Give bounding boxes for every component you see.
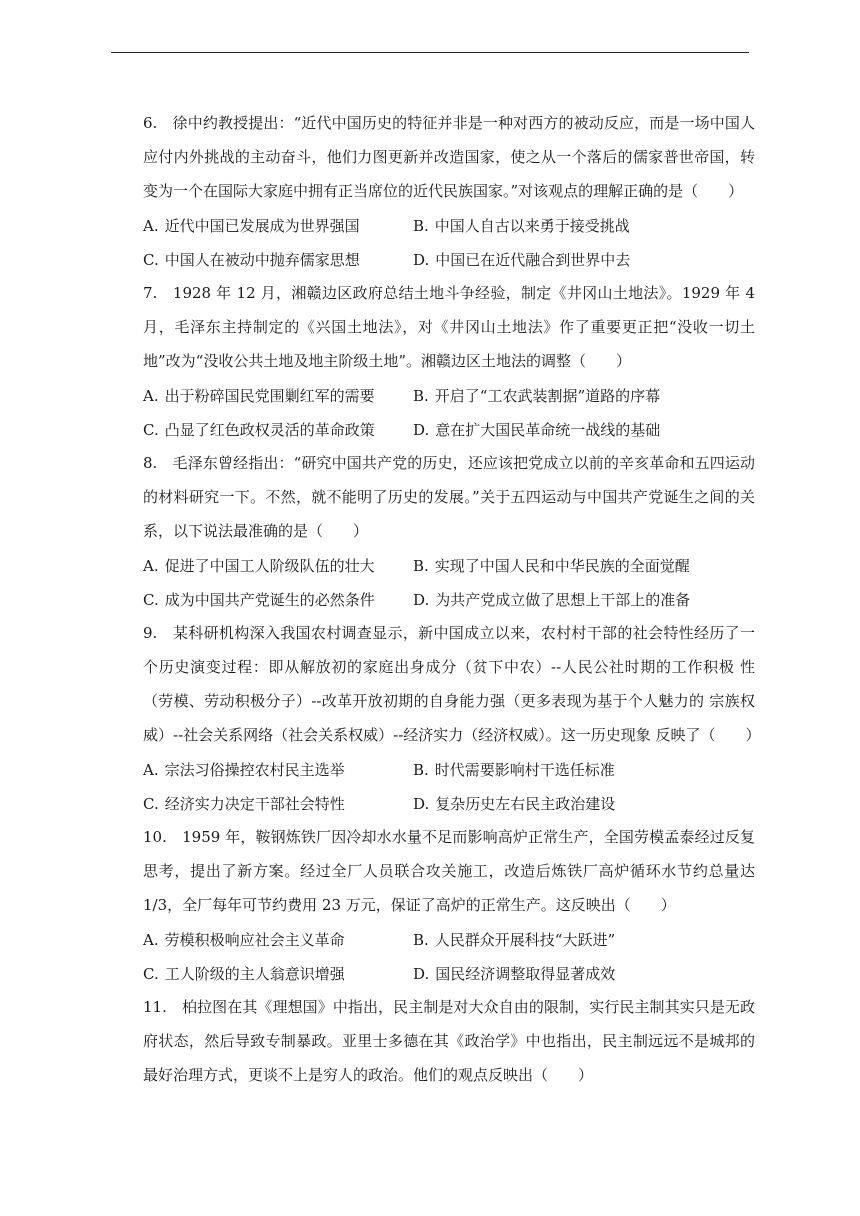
- header-rule: [111, 52, 749, 53]
- option-c[interactable]: C. 成为中国共产党诞生的必然条件: [143, 590, 375, 609]
- option-a[interactable]: A. 宗法习俗操控农村民主选举: [143, 760, 345, 779]
- question-stem: 7. 1928 年 12 月，湘赣边区政府总结土地斗争经验，制定《井冈山土地法》。1929 年 4 月，毛泽东主持制定的《兴国土地法》，对《井冈山土地法》作了重要更正把“没收一切土地”改为“没收公共土地及地主阶级土地”。湘赣边区土地法的调整（ ）: [143, 284, 755, 370]
- option-d[interactable]: D. 中国已在近代融合到世界中去: [413, 250, 631, 269]
- question-8: [143, 446, 755, 616]
- option-list: [143, 208, 755, 276]
- option-b[interactable]: B. 中国人自古以来勇于接受挑战: [413, 216, 630, 235]
- option-b[interactable]: B. 人民群众开展科技“大跃进”: [413, 930, 616, 949]
- question-7: [143, 276, 755, 446]
- option-a[interactable]: A. 出于粉碎国民党围剿红军的需要: [143, 386, 375, 405]
- question-stem: 10. 1959 年，鞍钢炼铁厂因冷却水水量不足而影响高炉正常生产，全国劳模孟泰经过反复思考，提出了新方案。经过全厂人员联合攻关施工，改造后炼铁厂高炉循环水节约总量达 1/3，全厂每年可节约费用 23 万元，保证了高炉的正常生产。这反映出（ ）: [143, 828, 755, 914]
- option-d[interactable]: D. 国民经济调整取得显著成效: [413, 964, 616, 983]
- question-10: [143, 820, 755, 990]
- question-11: [143, 990, 755, 1092]
- question-stem: 9. 某科研机构深入我国农村调查显示，新中国成立以来，农村村干部的社会特性经历了一个历史演变过程：即从解放初的家庭出身成分（贫下中农）--人民公社时期的工作积极 性（劳模、劳动积极分子）--改革开放初期的自身能力强（更多表现为基于个人魅力的 宗族权威）--社会关系网络（社会关系权威）--经济实力（经济权威）。这一历史现象 反映了（ ）: [143, 624, 761, 744]
- option-a[interactable]: A. 促进了中国工人阶级队伍的壮大: [143, 556, 375, 575]
- option-a[interactable]: A. 劳模积极响应社会主义革命: [143, 930, 345, 949]
- question-stem: 6. 徐中约教授提出：“近代中国历史的特征并非是一种对西方的被动反应，而是一场中国人应付内外挑战的主动奋斗，他们力图更新并改造国家，使之从一个落后的儒家普世帝国，转变为一个在国际大家庭中拥有正当席位的近代民族国家。”对该观点的理解正确的是（ ）: [143, 114, 755, 200]
- option-c[interactable]: C. 中国人在被动中抛弃儒家思想: [143, 250, 360, 269]
- question-9: [143, 616, 761, 820]
- option-list: [143, 922, 755, 990]
- question-list: [143, 106, 761, 1092]
- option-list: [143, 752, 755, 820]
- question-6: [143, 106, 755, 276]
- option-d[interactable]: D. 意在扩大国民革命统一战线的基础: [413, 420, 661, 439]
- option-b[interactable]: B. 时代需要影响村干选任标准: [413, 760, 615, 779]
- option-d[interactable]: D. 复杂历史左右民主政治建设: [413, 794, 616, 813]
- option-b[interactable]: B. 实现了中国人民和中华民族的全面觉醒: [413, 556, 690, 575]
- option-a[interactable]: A. 近代中国已发展成为世界强国: [143, 216, 360, 235]
- option-list: [143, 548, 755, 616]
- option-list: [143, 378, 755, 446]
- option-c[interactable]: C. 经济实力决定干部社会特性: [143, 794, 345, 813]
- question-stem: 8. 毛泽东曾经指出：“研究中国共产党的历史，还应该把党成立以前的辛亥革命和五四运动的材料研究一下。不然，就不能明了历史的发展。”关于五四运动与中国共产党诞生之间的关系，以下说法最准确的是（ ）: [143, 454, 755, 540]
- option-b[interactable]: B. 开启了“工农武装割据”道路的序幕: [413, 386, 661, 405]
- option-c[interactable]: C. 工人阶级的主人翁意识增强: [143, 964, 345, 983]
- option-c[interactable]: C. 凸显了红色政权灵活的革命政策: [143, 420, 375, 439]
- option-d[interactable]: D. 为共产党成立做了思想上干部上的准备: [413, 590, 691, 609]
- question-stem: 11. 柏拉图在其《理想国》中指出，民主制是对大众自由的限制，实行民主制其实只是无政府状态，然后导致专制暴政。亚里士多德在其《政治学》中也指出，民主制远远不是城邦的最好治理方式，更谈不上是穷人的政治。他们的观点反映出（ ）: [143, 998, 755, 1084]
